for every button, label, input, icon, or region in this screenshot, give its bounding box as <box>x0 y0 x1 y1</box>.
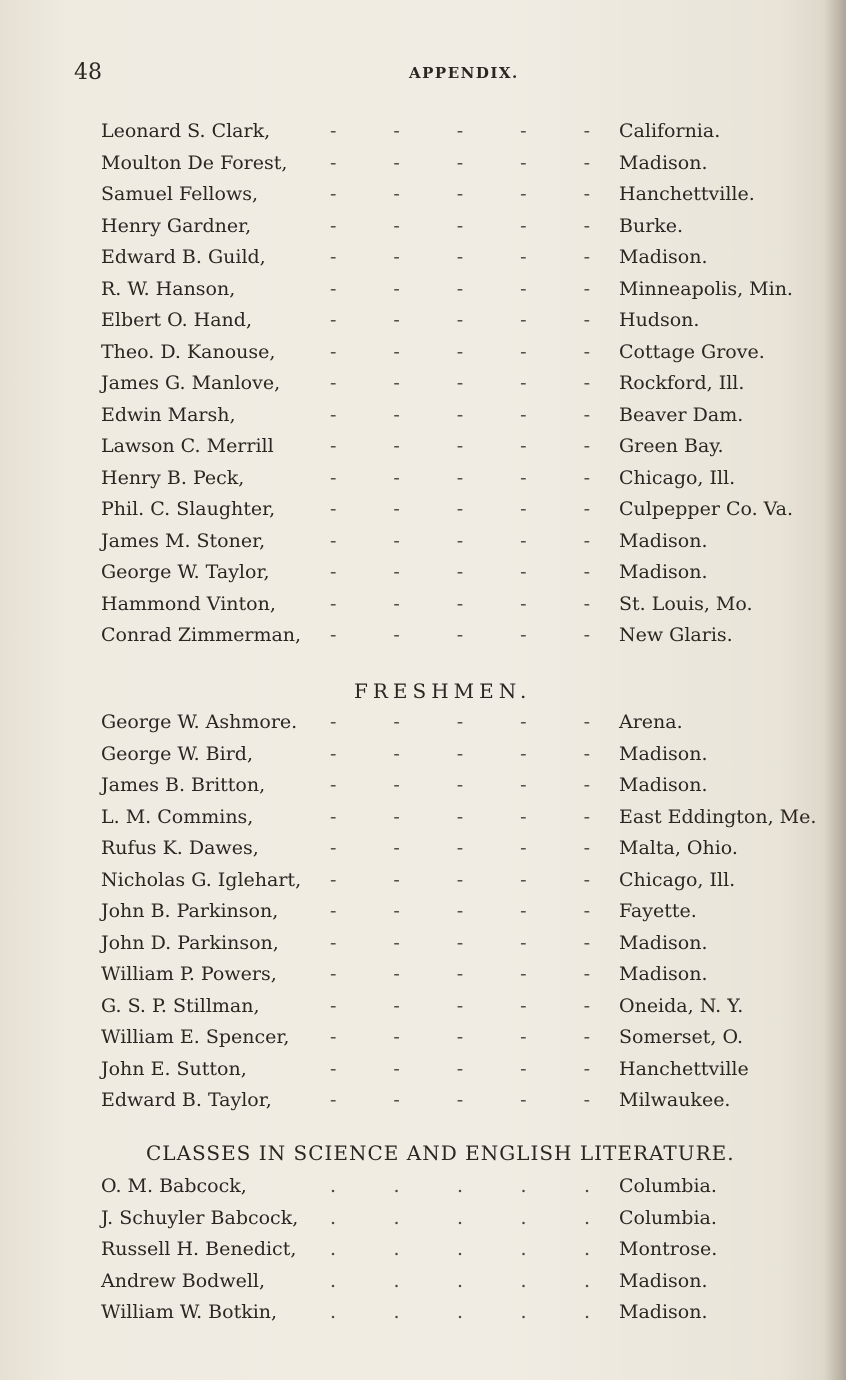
student-row <box>0 210 846 242</box>
student-row <box>0 801 846 833</box>
leader-dashes: - - - - - <box>330 529 590 552</box>
leader-dashes: - - - - - <box>330 805 590 828</box>
student-residence: Madison. <box>619 529 708 552</box>
student-residence: Minneapolis, Min. <box>619 277 793 300</box>
student-residence: Hanchettville <box>619 1057 749 1080</box>
student-row <box>0 147 846 179</box>
student-name: Conrad Zimmerman, <box>101 624 302 646</box>
student-residence: Montrose. <box>619 1238 718 1260</box>
student-row <box>0 1084 846 1116</box>
student-row <box>0 1053 846 1085</box>
leader-dashes: - - - - - <box>330 592 590 615</box>
leader-dashes: . . . . . <box>330 1301 590 1323</box>
leader-dashes: - - - - - <box>330 466 590 489</box>
student-name: Nicholas G. Iglehart, <box>101 868 302 891</box>
student-name: Elbert O. Hand, <box>101 309 252 331</box>
student-row <box>0 462 846 494</box>
student-row <box>0 1202 846 1234</box>
student-residence: Columbia. <box>619 1175 717 1197</box>
student-row <box>0 1233 846 1265</box>
student-residence: Hanchettville. <box>619 183 755 205</box>
student-row <box>0 769 846 801</box>
leader-dashes: . . . . . <box>330 1175 590 1197</box>
student-residence: Rockford, Ill. <box>619 372 745 394</box>
student-name: James G. Manlove, <box>101 372 281 394</box>
student-name: William W. Botkin, <box>101 1301 278 1323</box>
leader-dashes: - - - - - <box>330 774 590 796</box>
student-name: George W. Bird, <box>101 742 253 765</box>
student-residence: Madison. <box>619 1269 708 1292</box>
leader-dashes: - - - - - <box>330 498 590 520</box>
student-row <box>0 832 846 864</box>
student-residence: Hudson. <box>619 309 700 331</box>
student-row <box>0 367 846 399</box>
student-name: Leonard S. Clark, <box>101 120 271 142</box>
leader-dashes: - - - - - <box>330 214 590 237</box>
leader-dashes: - - - - - <box>330 120 590 142</box>
student-name: Phil. C. Slaughter, <box>101 498 276 520</box>
student-row <box>0 706 846 738</box>
student-row <box>0 336 846 368</box>
student-residence: Oneida, N. Y. <box>619 994 744 1017</box>
leader-dashes: - - - - - <box>330 1026 590 1048</box>
student-name: William E. Spencer, <box>101 1026 290 1048</box>
student-residence: Green Bay. <box>619 435 724 457</box>
student-row <box>0 619 846 651</box>
student-name: Hammond Vinton, <box>101 592 276 615</box>
student-residence: Madison. <box>619 246 708 268</box>
leader-dashes: - - - - - <box>330 246 590 268</box>
student-row <box>0 927 846 959</box>
leader-dashes: - - - - - <box>330 277 590 300</box>
leader-dashes: - - - - - <box>330 561 590 583</box>
student-residence: Arena. <box>619 711 683 733</box>
student-row <box>0 430 846 462</box>
student-residence: St. Louis, Mo. <box>619 592 753 615</box>
leader-dashes: . . . . . <box>330 1206 590 1229</box>
leader-dashes: - - - - - <box>330 1057 590 1080</box>
student-row <box>0 304 846 336</box>
page-header <box>74 60 774 90</box>
leader-dashes: - - - - - <box>330 742 590 765</box>
freshmen-heading: FRESHMEN. <box>354 679 532 703</box>
student-residence: Madison. <box>619 931 708 954</box>
student-row <box>0 493 846 525</box>
student-residence: Fayette. <box>619 900 697 922</box>
student-name: George W. Ashmore. <box>101 711 298 733</box>
student-residence: Culpepper Co. Va. <box>619 498 794 520</box>
student-row <box>0 1265 846 1297</box>
leader-dashes: - - - - - <box>330 309 590 331</box>
student-residence: Madison. <box>619 963 708 985</box>
student-name: Moulton De Forest, <box>101 151 288 174</box>
leader-dashes: - - - - - <box>330 435 590 457</box>
student-name: John E. Sutton, <box>101 1057 247 1080</box>
running-head: APPENDIX. <box>409 64 519 82</box>
student-row <box>0 115 846 147</box>
student-name: Rufus K. Dawes, <box>101 837 259 859</box>
student-residence: Malta, Ohio. <box>619 837 738 859</box>
student-name: Samuel Fellows, <box>101 183 258 205</box>
student-residence: Somerset, O. <box>619 1026 744 1048</box>
student-row <box>0 958 846 990</box>
student-name: John D. Parkinson, <box>101 931 279 954</box>
student-residence: Cottage Grove. <box>619 340 765 363</box>
leader-dashes: - - - - - <box>330 1089 590 1111</box>
leader-dashes: - - - - - <box>330 711 590 733</box>
student-residence: Beaver Dam. <box>619 403 744 426</box>
student-row <box>0 864 846 896</box>
student-name: Edwin Marsh, <box>101 403 236 426</box>
student-name: James M. Stoner, <box>101 529 266 552</box>
student-row <box>0 556 846 588</box>
student-name: Lawson C. Merrill <box>101 435 274 457</box>
student-name: R. W. Hanson, <box>101 277 236 300</box>
science-classes-heading: CLASSES IN SCIENCE AND ENGLISH LITERATURE. <box>146 1141 735 1165</box>
student-name: Henry Gardner, <box>101 214 252 237</box>
student-residence: East Eddington, Me. <box>619 805 817 828</box>
leader-dashes: - - - - - <box>330 624 590 646</box>
student-row <box>0 178 846 210</box>
leader-dashes: - - - - - <box>330 372 590 394</box>
leader-dashes: - - - - - <box>330 900 590 922</box>
leader-dashes: - - - - - <box>330 837 590 859</box>
leader-dashes: - - - - - <box>330 403 590 426</box>
leader-dashes: - - - - - <box>330 183 590 205</box>
leader-dashes: - - - - - <box>330 963 590 985</box>
page-number: 48 <box>74 60 102 85</box>
student-residence: Madison. <box>619 742 708 765</box>
leader-dashes: . . . . . <box>330 1238 590 1260</box>
student-residence: Madison. <box>619 151 708 174</box>
student-residence: Chicago, Ill. <box>619 466 736 489</box>
leader-dashes: - - - - - <box>330 931 590 954</box>
student-residence: Madison. <box>619 1301 708 1323</box>
student-name: William P. Powers, <box>101 963 277 985</box>
student-name: James B. Britton, <box>101 774 266 796</box>
student-residence: Madison. <box>619 561 708 583</box>
student-row <box>0 990 846 1022</box>
student-residence: Burke. <box>619 214 684 237</box>
student-name: L. M. Commins, <box>101 805 254 828</box>
student-residence: California. <box>619 120 721 142</box>
student-residence: Columbia. <box>619 1206 717 1229</box>
student-residence: Madison. <box>619 774 708 796</box>
student-name: Andrew Bodwell, <box>101 1269 266 1292</box>
student-row <box>0 1296 846 1328</box>
student-name: Theo. D. Kanouse, <box>101 340 276 363</box>
student-row <box>0 399 846 431</box>
student-row <box>0 1021 846 1053</box>
leader-dashes: - - - - - <box>330 151 590 174</box>
student-row <box>0 241 846 273</box>
student-row <box>0 273 846 305</box>
student-name: George W. Taylor, <box>101 561 270 583</box>
student-residence: Chicago, Ill. <box>619 868 736 891</box>
leader-dashes: . . . . . <box>330 1269 590 1292</box>
student-residence: New Glaris. <box>619 624 733 646</box>
student-row <box>0 895 846 927</box>
student-name: Edward B. Guild, <box>101 246 266 268</box>
leader-dashes: - - - - - <box>330 994 590 1017</box>
student-name: Henry B. Peck, <box>101 466 245 489</box>
student-name: Russell H. Benedict, <box>101 1238 297 1260</box>
student-row <box>0 738 846 770</box>
leader-dashes: - - - - - <box>330 868 590 891</box>
student-name: John B. Parkinson, <box>101 900 279 922</box>
leader-dashes: - - - - - <box>330 340 590 363</box>
student-row <box>0 1170 846 1202</box>
student-name: O. M. Babcock, <box>101 1175 247 1197</box>
student-name: Edward B. Taylor, <box>101 1089 272 1111</box>
student-name: G. S. P. Stillman, <box>101 994 260 1017</box>
student-row <box>0 588 846 620</box>
student-name: J. Schuyler Babcock, <box>101 1206 299 1229</box>
student-row <box>0 525 846 557</box>
student-residence: Milwaukee. <box>619 1089 731 1111</box>
